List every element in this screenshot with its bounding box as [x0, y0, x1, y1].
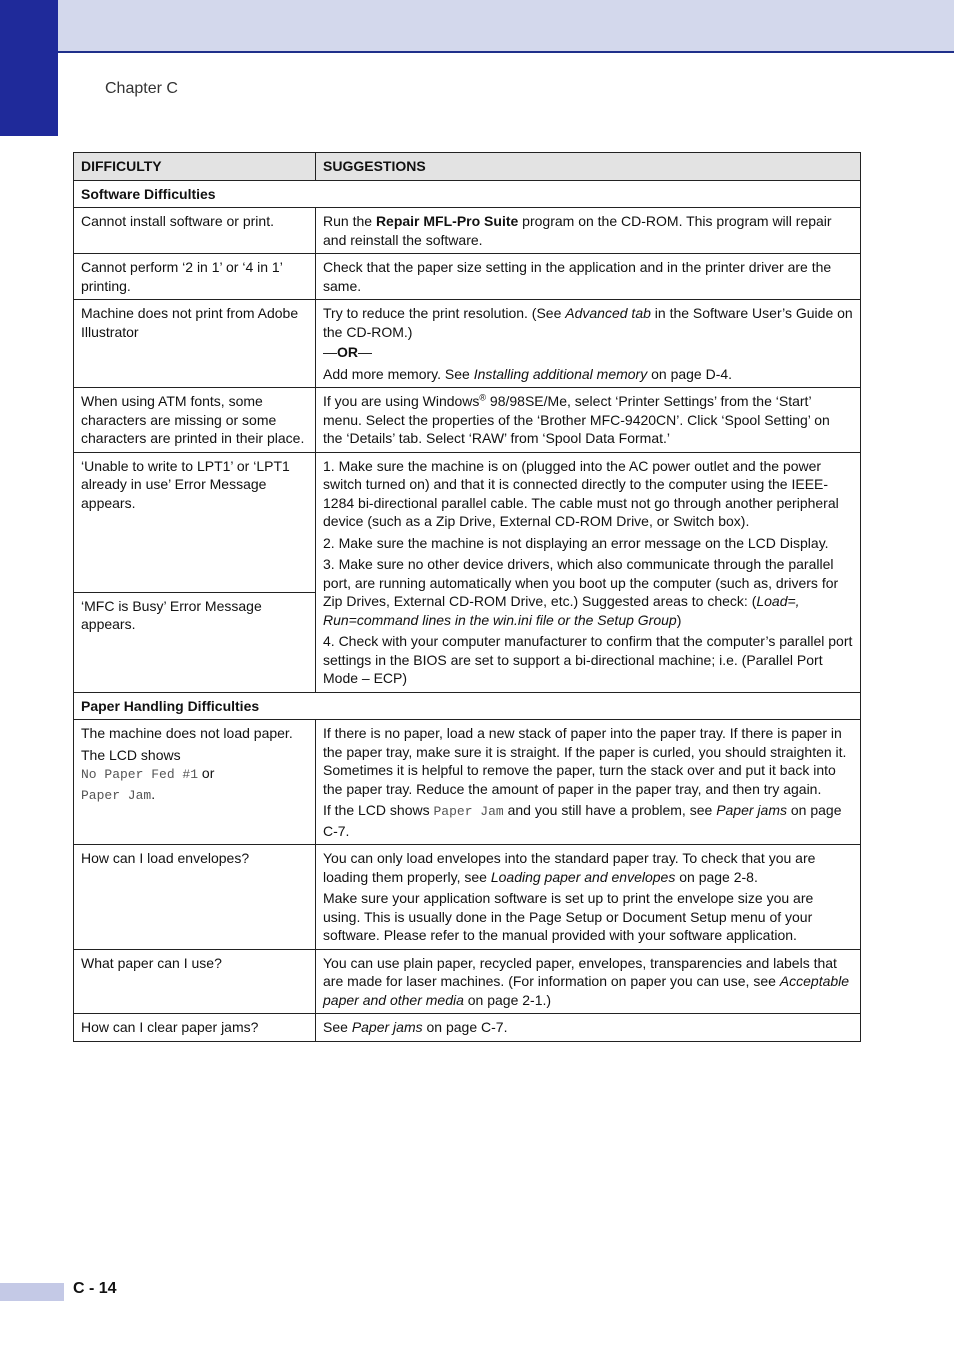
difficulty-cell: How can I load envelopes?	[74, 845, 316, 950]
suggestion-text: in the Software User’s Guide on the CD-ROM.)	[323, 305, 853, 340]
suggestion-text: See	[323, 1019, 352, 1035]
difficulty-text: The machine does not load paper.	[81, 725, 293, 741]
chapter-tab-block	[0, 0, 58, 136]
table-row	[74, 208, 861, 254]
lcd-message: Paper Jam	[433, 804, 504, 819]
suggestion-step-2: 2. Make sure the machine is not displaying an error message on the LCD Display.	[323, 534, 829, 551]
difficulty-cell: What paper can I use?	[74, 949, 316, 1014]
suggestion-text: on page 2-1.)	[463, 991, 552, 1008]
suggestion-cell	[316, 452, 861, 692]
suggestion-text: on page 2-8.	[675, 868, 758, 885]
reference-title: Loading paper and envelopes	[490, 868, 676, 885]
dash: —	[358, 344, 372, 360]
difficulty-cell	[74, 720, 316, 845]
or-separator	[323, 343, 853, 362]
table-row	[74, 452, 861, 592]
suggestion-cell	[316, 949, 861, 1014]
footer-tab-bar	[0, 1283, 64, 1301]
troubleshooting-table	[73, 152, 861, 1042]
reference-title: Load=, Run=command lines in the win.ini file or the Setup Group	[323, 593, 800, 628]
table-row	[74, 720, 861, 845]
suggestion-step-3	[323, 555, 853, 629]
difficulty-cell: Cannot perform ‘2 in 1’ or ‘4 in 1’ printing.	[74, 254, 316, 300]
table-row	[74, 254, 861, 300]
suggestion-cell	[316, 388, 861, 453]
section-heading-paper: Paper Handling Difficulties	[74, 692, 861, 720]
suggestion-cell: Check that the paper size setting in the application and in the printer driver are the same.	[316, 254, 861, 300]
suggestion-text: on page C-7.	[422, 1019, 508, 1035]
reference-title: Advanced tab	[565, 305, 651, 321]
or-label: OR	[337, 344, 358, 360]
difficulty-cell: Machine does not print from Adobe Illustrator	[74, 300, 316, 388]
header-rule	[58, 51, 954, 53]
suggestion-text: You can use plain paper, recycled paper, envelopes, transparencies and labels that are made for laser machines. (For information on paper you can use, see	[323, 954, 837, 989]
difficulty-text: The LCD shows	[81, 746, 181, 763]
suggestion-cell	[316, 1014, 861, 1042]
suggestion-text: )	[676, 611, 682, 628]
suggestion-text: and you still have a problem, see	[503, 802, 717, 818]
suggestion-paragraph	[323, 849, 853, 886]
suggestion-text: Add more memory. See	[323, 365, 474, 382]
table-row	[74, 1014, 861, 1042]
difficulty-text: or	[198, 765, 215, 781]
difficulty-cell: ‘MFC is Busy’ Error Message appears.	[74, 592, 316, 692]
suggestion-step-1: 1. Make sure the machine is on (plugged into the AC power outlet and the power switch turned on) and that it is connected directly to the computer using the IEEE-1284 bi-directional parallel cable. The cable must not go through another peripheral device (such as a Zip Drive, External CD-ROM Drive, or Switch box).	[323, 457, 839, 529]
suggestion-text: You can only load envelopes into the standard paper tray. To check that you are loading them properly, see	[323, 850, 816, 885]
column-header-suggestions: SUGGESTIONS	[316, 153, 861, 181]
reference-title: Paper jams	[351, 1019, 423, 1035]
header-band	[0, 0, 954, 52]
suggestion-text: program on the CD-ROM. This program will repair and reinstall the software.	[323, 213, 832, 248]
lcd-message: Paper Jam	[81, 787, 152, 803]
suggestion-paragraph	[323, 365, 853, 384]
suggestion-cell	[316, 720, 861, 845]
difficulty-cell: Cannot install software or print.	[74, 208, 316, 254]
reference-title: Acceptable paper and other media	[323, 973, 850, 1008]
page-number: C - 14	[73, 1280, 117, 1297]
table-row	[74, 845, 861, 950]
suggestion-paragraph	[323, 801, 853, 840]
difficulty-cell: ‘Unable to write to LPT1’ or ‘LPT1 already in use’ Error Message appears.	[74, 452, 316, 592]
suggestion-cell	[316, 300, 861, 388]
suggestion-step-4: 4. Check with your computer manufacturer to confirm that the computer’s parallel port settings in the BIOS are set to support a bi-directional machine; i.e. (Parallel Port Mode – ECP)	[323, 633, 853, 686]
suggestion-paragraph	[323, 304, 853, 341]
chapter-title: Chapter C	[105, 80, 178, 97]
suggestion-text: on page D-4.	[647, 365, 733, 382]
punctuation: .	[151, 785, 156, 802]
table-row	[74, 949, 861, 1014]
section-row	[74, 692, 861, 720]
reference-title: Paper jams	[716, 802, 787, 818]
table-header-row	[74, 153, 861, 181]
difficulty-cell: When using ATM fonts, some characters are missing or some characters are printed in their place.	[74, 388, 316, 453]
suggestion-text: 3. Make sure no other device drivers, which also communicate through the parallel port, are running automatically when you boot up the computer (such as, drivers for Zip Drives, External CD-ROM Drive, etc.) Suggested areas to check: (	[323, 556, 839, 609]
suggestion-paragraph: If there is no paper, load a new stack of paper into the paper tray. If there is paper in the paper tray, make sure it is straight. If the paper is curled, you should straighten it. Sometimes it is helpful to remove the paper, turn the stack over and put it back into the paper tray. Reduce the amount of paper in the paper tray, and then try again.	[323, 725, 847, 797]
dash: —	[323, 344, 337, 360]
suggestion-cell	[316, 845, 861, 950]
column-header-difficulty: DIFFICULTY	[74, 153, 316, 181]
suggestion-text: on page C-7.	[323, 802, 842, 839]
suggestion-text: Try to reduce the print resolution. (See	[323, 305, 566, 321]
registered-mark: ®	[479, 392, 487, 403]
reference-title: Installing additional memory	[473, 365, 648, 382]
suggestion-cell	[316, 208, 861, 254]
table-row	[74, 300, 861, 388]
suggestion-text: 98/98SE/Me, select ‘Printer Settings’ from the ‘Start’ menu. Select the properties of the ‘Brother MFC-9420CN’. Click ‘Spool Setting’ on the ‘Details’ tab. Select ‘RAW’ from ‘Spool Data Format.’	[323, 393, 830, 446]
suggestion-text: If the LCD shows	[323, 802, 434, 818]
lcd-messages	[81, 764, 308, 805]
program-name: Repair MFL-Pro Suite	[375, 213, 519, 229]
table-row	[74, 388, 861, 453]
suggestion-text: Run the	[323, 213, 376, 229]
section-row	[74, 180, 861, 208]
difficulty-cell: How can I clear paper jams?	[74, 1014, 316, 1042]
suggestion-text: If you are using Windows	[323, 393, 480, 409]
section-heading-software: Software Difficulties	[74, 180, 861, 208]
lcd-message: No Paper Fed #1	[81, 767, 199, 782]
suggestion-paragraph: Make sure your application software is set up to print the envelope size you are using. This is usually done in the Page Setup or Document Setup menu of your software. Please refer to the manual provided with your software application.	[323, 890, 814, 943]
